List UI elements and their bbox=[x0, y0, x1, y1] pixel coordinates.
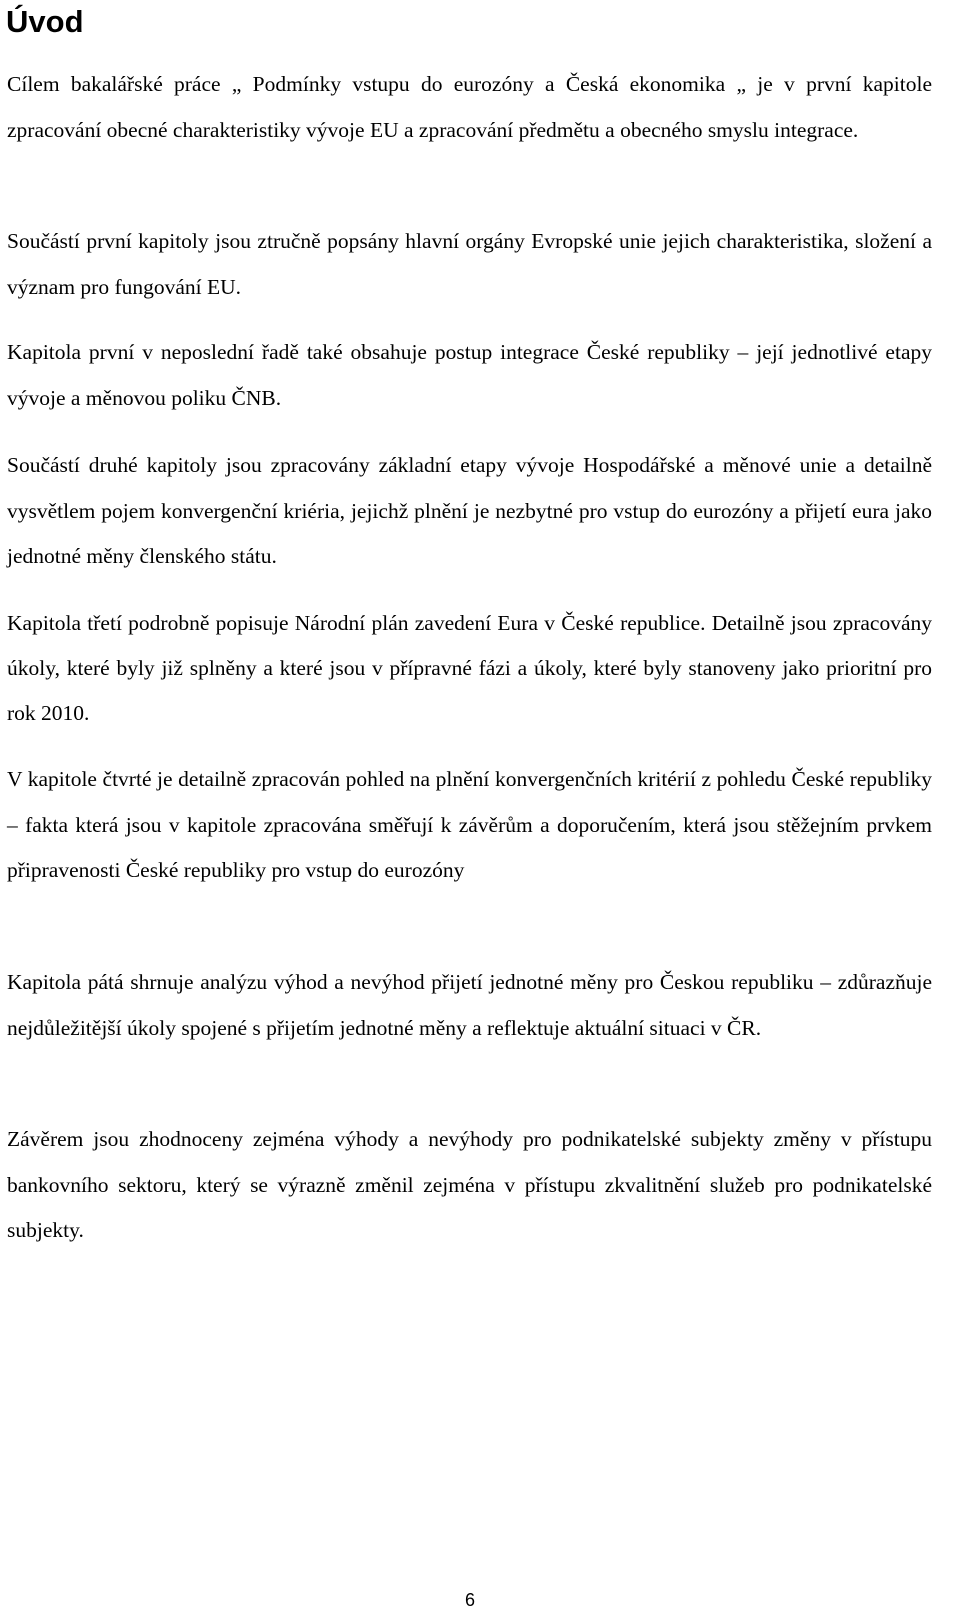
paragraph-chapter5: Kapitola pátá shrnuje analýzu výhod a nevýhod přijetí jednotné měny pro Českou republiku – zdůrazňuje nejdůležitější úkoly spojené s přijetím jednotné měny a reflektuje aktuální situaci v ČR. bbox=[7, 970, 932, 1040]
section-heading: Úvod bbox=[6, 4, 84, 39]
paragraph-conclusion: Závěrem jsou zhodnoceny zejména výhody a nevýhody pro podnikatelské subjekty změny v přístupu bankovního sektoru, který se výrazně změnil zejména v přístupu zkvalitnění služeb pro podnikatelské subjekty. bbox=[7, 1127, 932, 1242]
paragraph-chapter4: V kapitole čtvrté je detailně zpracován pohled na plnění konvergenčních kritérií z pohledu České republiky – fakta která jsou v kapitole zpracována směřují k závěrům a doporučením, která jsou stěžejním prvkem připravenosti České republiky pro vstup do eurozóny bbox=[7, 767, 932, 882]
paragraph-aim: Cílem bakalářské práce „ Podmínky vstupu do eurozóny a Česká ekonomika „ je v první kapitole zpracování obecné charakteristiky vývoje EU a zpracování předmětu a obecného smyslu integrace. bbox=[7, 72, 932, 142]
page-number: 6 bbox=[464, 1590, 475, 1610]
paragraph-chapter2: Součástí druhé kapitoly jsou zpracovány základní etapy vývoje Hospodářské a měnové unie a detailně vysvětlem pojem konvergenční kriéria, jejichž plnění je nezbytné pro vstup do eurozóny a přijetí eura jako jednotné měny členského státu. bbox=[7, 453, 932, 568]
paragraph-chapter3: Kapitola třetí podrobně popisuje Národní plán zavedení Eura v České republice. Detailně jsou zpracovány úkoly, které byly již splněny a které jsou v přípravné fázi a úkoly, které byly stanoveny jako prioritní pro rok 2010. bbox=[7, 611, 932, 725]
paragraph-chapter1-organs: Součástí první kapitoly jsou ztručně popsány hlavní orgány Evropské unie jejich charakteristika, složení a význam pro fungování EU. bbox=[7, 229, 932, 299]
paragraph-chapter1-integration: Kapitola první v neposlední řadě také obsahuje postup integrace České republiky – její jednotlivé etapy vývoje a měnovou poliku ČNB. bbox=[7, 340, 932, 410]
